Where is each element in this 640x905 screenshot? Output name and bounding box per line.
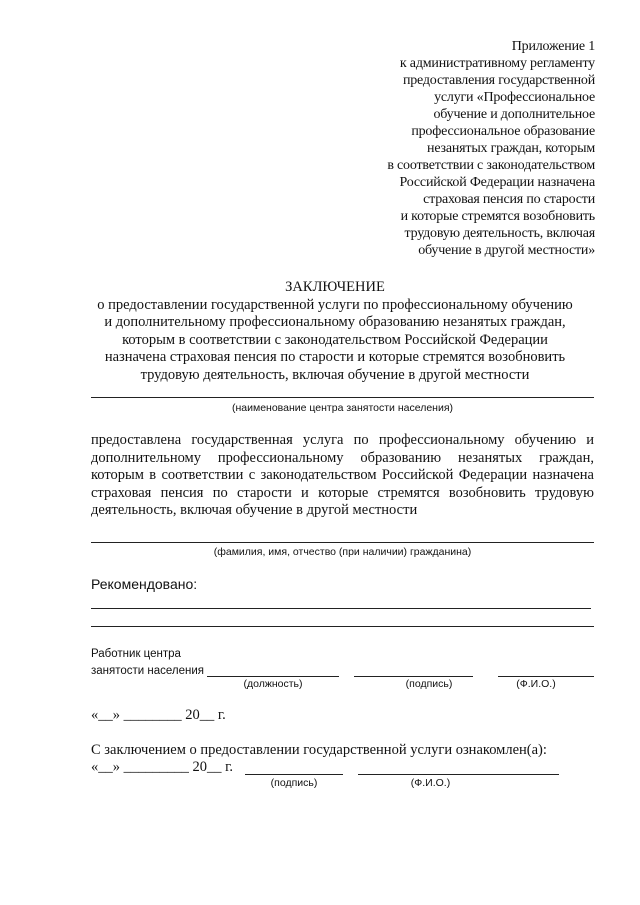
citizen-name-caption: (фамилия, имя, отчество (при наличии) гражданина) <box>213 546 472 558</box>
appendix-line: обучение в другой местности» <box>418 243 595 258</box>
worker-label <box>91 646 204 680</box>
citizen-name-field[interactable] <box>91 542 594 543</box>
worker-label-line2: занятости населения <box>91 665 205 677</box>
appendix-line: профессиональное образование <box>411 124 595 139</box>
appendix-line: к административному регламенту <box>399 56 595 71</box>
worker-position-field[interactable] <box>207 676 339 677</box>
position-caption: (должность) <box>243 678 303 690</box>
familiarized-signature-field[interactable] <box>245 774 343 775</box>
worker-name-field[interactable] <box>498 676 594 677</box>
worker-label-line1: Работник центра <box>91 648 181 660</box>
appendix-line: страховая пенсия по старости <box>423 192 595 207</box>
conclusion-line: назначена страховая пенсия по старости и которые стремятся возобновить <box>104 349 566 365</box>
appendix-line: Российской Федерации назначена <box>399 175 595 190</box>
appendix-line: услуги «Профессиональное <box>434 90 595 105</box>
service-paragraph: предоставлена государственная услуга по профессиональному обучению и дополнительному профессиональному образованию незанятых граждан, которым в соответствии с законодательством Российской Федерации назначена страховая пенсия по старости и которые стремятся возобновить трудовую деятельность, включая обучение в другой местности <box>91 432 594 518</box>
name-caption: (Ф.И.О.) <box>516 678 556 690</box>
familiarized-signature-caption: (подпись) <box>270 777 318 789</box>
appendix-line: обучение и дополнительное <box>433 107 595 122</box>
appendix-line: Приложение 1 <box>511 39 595 54</box>
familiarized-name-caption: (Ф.И.О.) <box>410 777 451 789</box>
familiarized-name-field[interactable] <box>358 774 559 775</box>
appendix-line: незанятых граждан, которым <box>427 141 595 156</box>
appendix-header <box>295 38 595 259</box>
conclusion-line: о предоставлении государственной услуги по профессиональному обучению <box>97 296 573 313</box>
conclusion-heading <box>70 279 600 384</box>
appendix-line: предоставления государственной <box>402 73 595 88</box>
familiarized-date: «__» _________ 20__ г. <box>91 759 234 775</box>
signature-caption: (подпись) <box>405 678 453 690</box>
appendix-line: в соответствии с законодательством <box>387 158 595 173</box>
worker-signature-field[interactable] <box>354 676 473 677</box>
document-title: ЗАКЛЮЧЕНИЕ <box>285 279 385 295</box>
recommendation-field-2[interactable] <box>91 626 594 627</box>
conclusion-line: которым в соответствии с законодательством Российской Федерации <box>122 331 548 348</box>
center-name-caption: (наименование центра занятости населения) <box>231 402 454 414</box>
conclusion-line: трудовую деятельность, включая обучение в другой местности <box>140 366 530 383</box>
recommended-label: Рекомендовано: <box>91 576 198 592</box>
appendix-line: трудовую деятельность, включая <box>404 226 595 241</box>
conclusion-date: «__» ________ 20__ г. <box>91 707 226 723</box>
familiarized-label: С заключением о предоставлении государственной услуги ознакомлен(а): <box>91 742 547 758</box>
recommendation-field-1[interactable] <box>91 608 591 609</box>
conclusion-line: и дополнительному профессиональному образованию незанятых граждан, <box>104 314 566 330</box>
appendix-line: и которые стремятся возобновить <box>400 209 595 224</box>
center-name-field[interactable] <box>91 397 594 398</box>
